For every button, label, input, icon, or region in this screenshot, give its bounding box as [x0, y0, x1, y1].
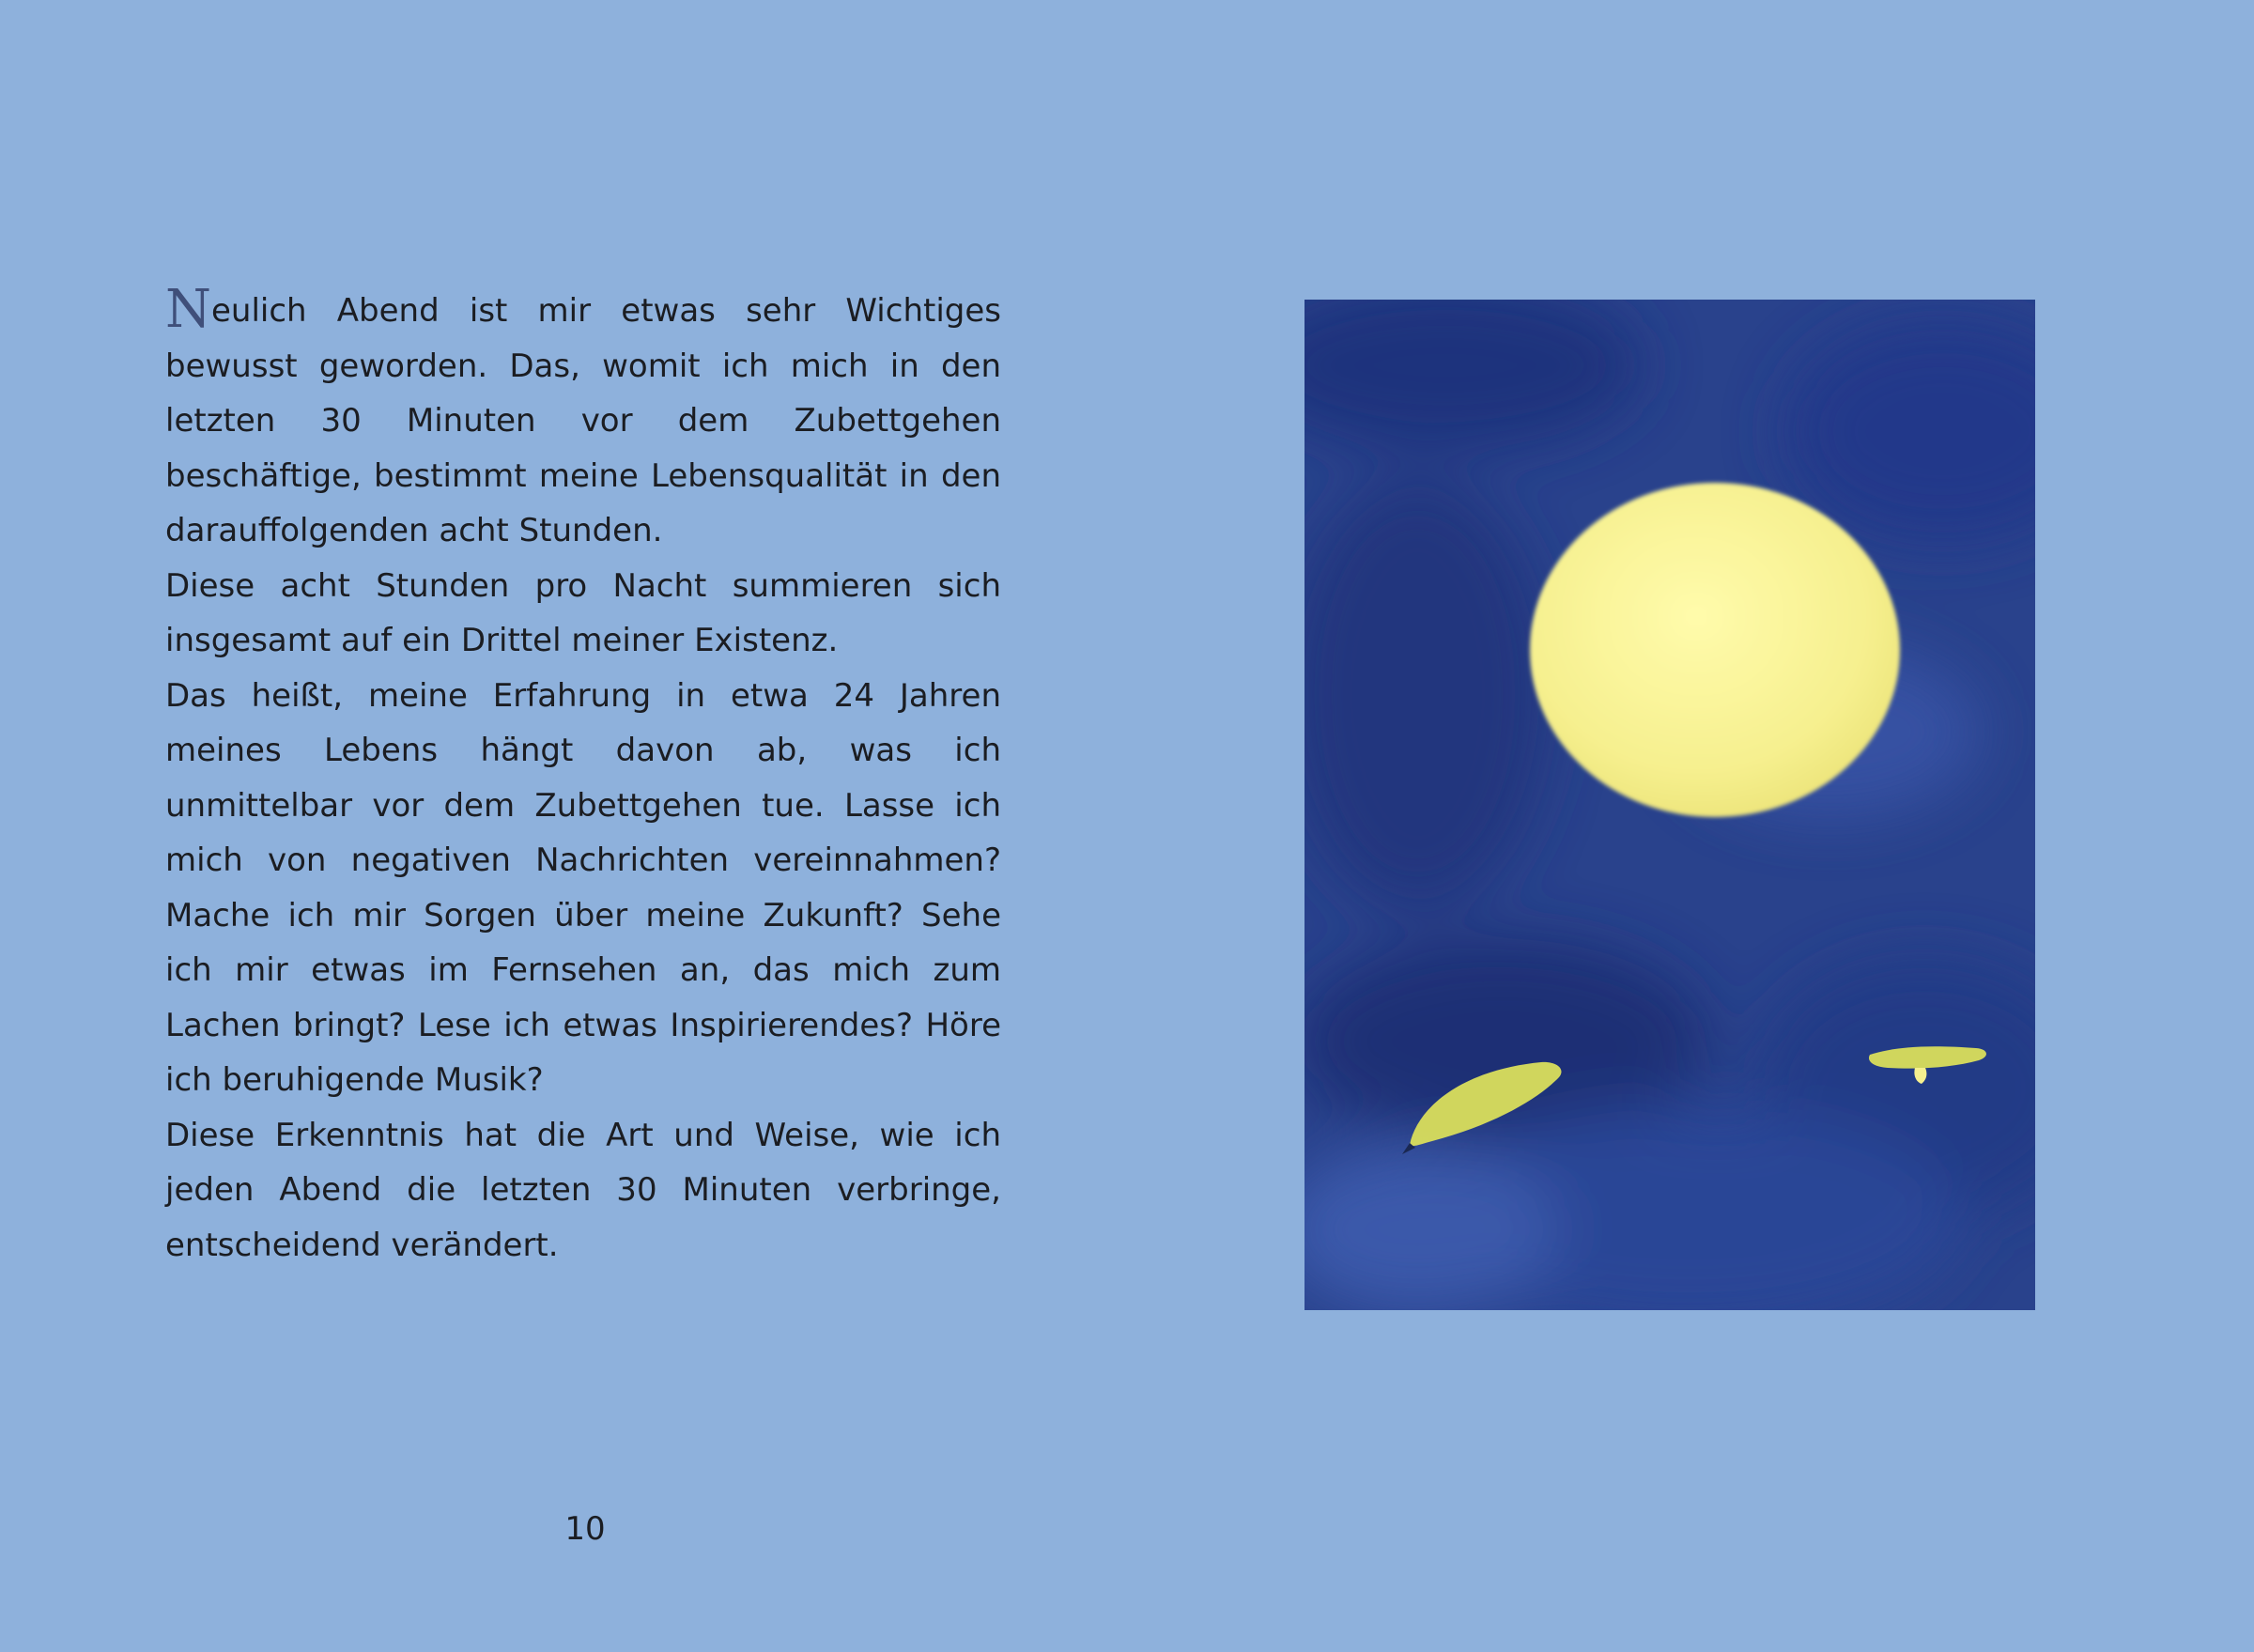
page-number: 10 [564, 1510, 606, 1548]
paragraph-intro: Neulich Abend ist mir etwas sehr Wichtiges bewusst geworden. Das, womit ich mich in den letzten 30 Minuten vor dem Zubettgehen beschäftige, bestimmt meine Lebensqualität in den darauffolgenden acht Stunden. [165, 279, 1001, 549]
paragraph-conclusion: Diese Erkenntnis hat die Art und Weise, wie ich jeden Abend die letzten 30 Minuten verbringe, entscheidend verändert. [165, 1116, 1001, 1264]
body-text [165, 279, 1001, 1273]
paragraph-questions: Das heißt, meine Erfahrung in etwa 24 Jahren meines Lebens hängt davon ab, was ich unmittelbar vor dem Zubettgehen tue. Lasse ich mich von negativen Nachrichten vereinnahmen? Mache ich mir Sorgen über meine Zukunft? Sehe ich mir etwas im Fernsehen an, das mich zum Lachen bringt? Lese ich etwas Inspirierendes? Höre ich beruhigende Musik? [165, 676, 1001, 1099]
moon-illustration [1305, 300, 2035, 1310]
paragraph-existence: Diese acht Stunden pro Nacht summieren sich insgesamt auf ein Drittel meiner Existenz. [165, 566, 1001, 659]
full-moon [1530, 483, 1900, 817]
moon-painting-svg [1305, 300, 2035, 1310]
